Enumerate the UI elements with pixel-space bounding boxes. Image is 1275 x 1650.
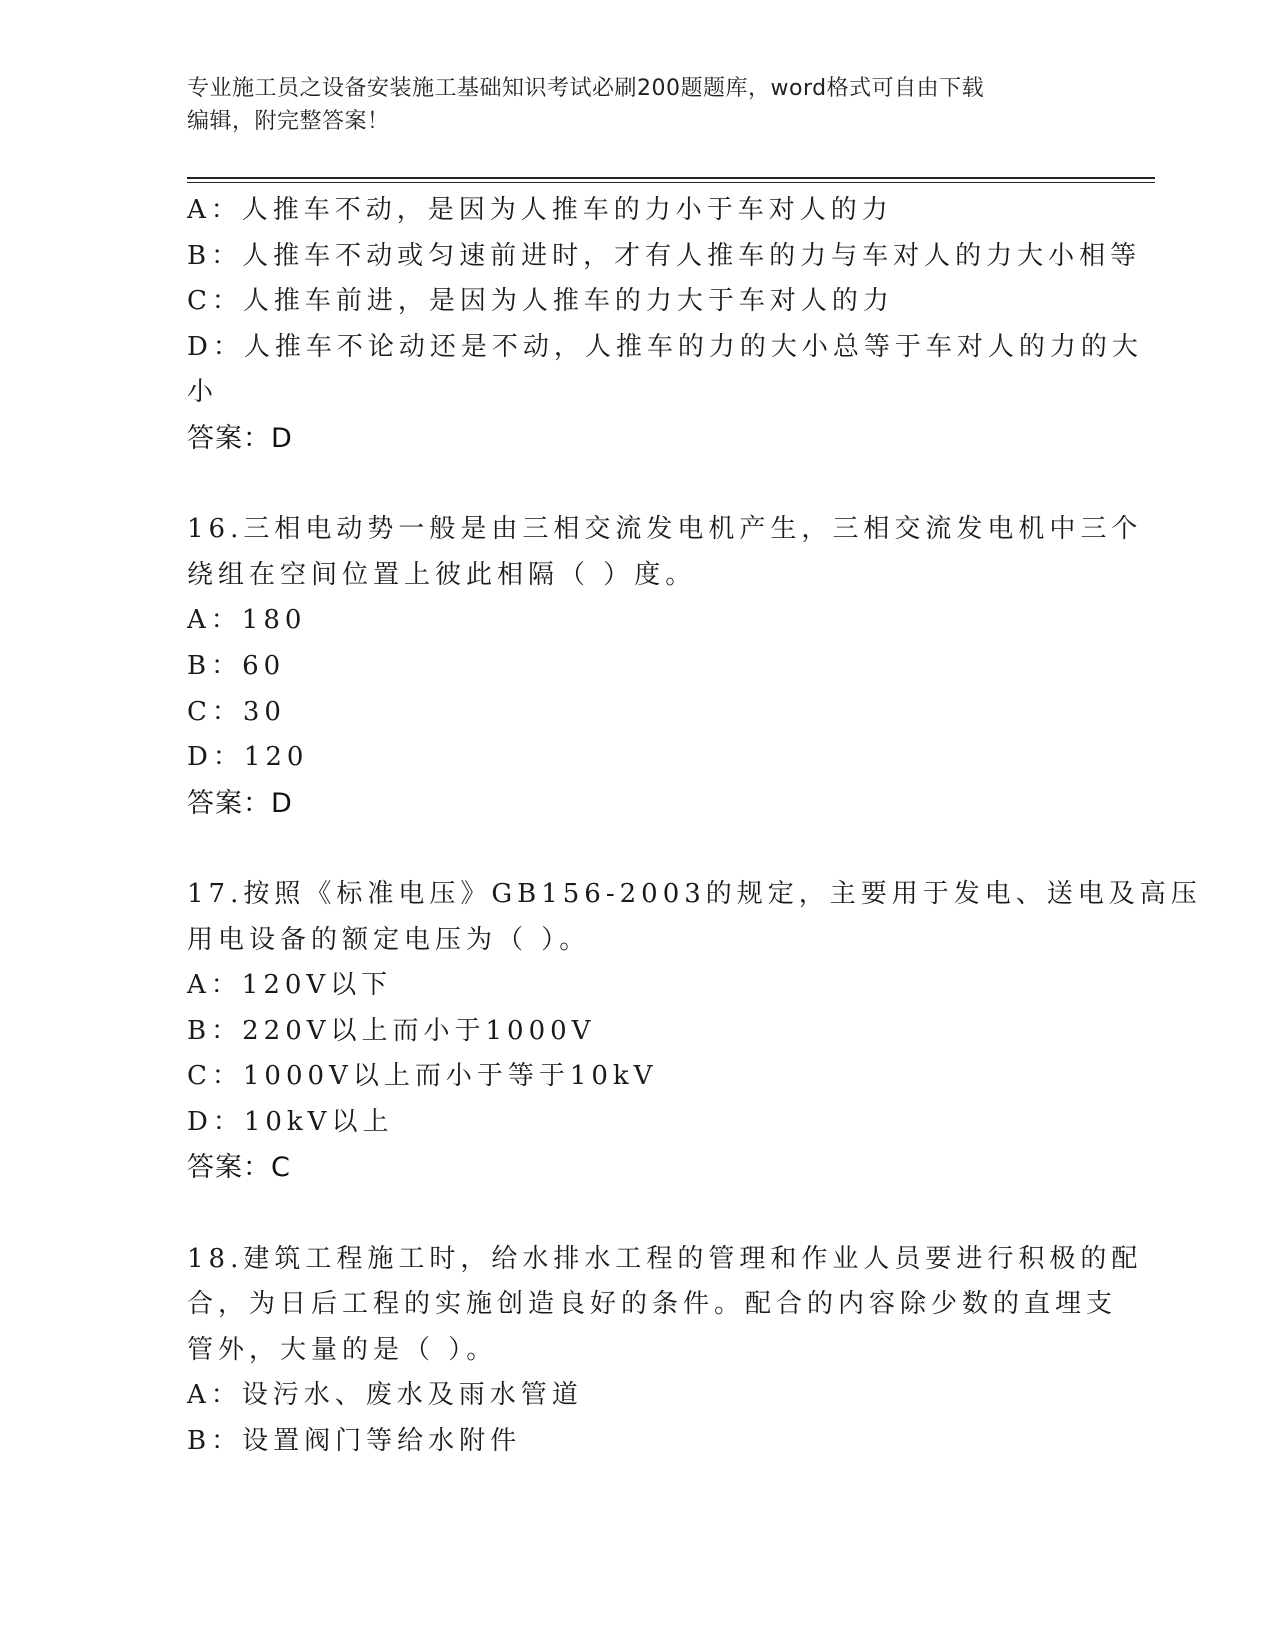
option-b: B：220V以上而小于1000V (187, 1015, 596, 1046)
question-18 (187, 1237, 1143, 1465)
option-a: A：180 (187, 605, 307, 636)
option-d: D：120 (187, 742, 309, 773)
question-text-line-1: 16.三相电动势一般是由三相交流发电机产生，三相交流发电机中三个 (187, 514, 1143, 545)
answer-label: 答案：D (187, 422, 293, 454)
question-text-line-2: 用电设备的额定电压为（ ）。 (187, 924, 591, 955)
header-divider-thick (187, 177, 1155, 179)
option-c: C：人推车前进，是因为人推车的力大于车对人的力 (187, 286, 894, 317)
spacer (187, 1191, 1087, 1237)
question-text-line-1: 18.建筑工程施工时，给水排水工程的管理和作业人员要进行积极的配 (187, 1243, 1143, 1274)
question-16 (187, 507, 1143, 826)
option-b: B：60 (187, 650, 286, 681)
option-c: C：30 (187, 696, 286, 727)
option-c: C：1000V以上而小于等于10kV (187, 1061, 658, 1092)
question-text-line-2: 合，为日后工程的实施创造良好的条件。配合的内容除少数的直埋支 (187, 1289, 1118, 1320)
option-a: A：设污水、废水及雨水管道 (187, 1380, 583, 1411)
option-a: A：人推车不动，是因为人推车的力小于车对人的力 (187, 195, 893, 225)
header-title-line-2: 编辑，附完整答案！ (187, 109, 390, 134)
header-title-line-1: 专业施工员之设备安装施工基础知识考试必刷200题题库，word格式可自由下载 (187, 76, 985, 101)
spacer (187, 826, 1087, 872)
question-text-line-3: 管外，大量的是（ ）。 (187, 1334, 498, 1365)
option-d-continuation: 小 (187, 377, 219, 408)
question-text-line-2: 绕组在空间位置上彼此相隔（ ）度。 (187, 559, 697, 590)
answer-label: 答案：D (187, 787, 293, 819)
question-text-line-1: 17.按照《标准电压》GB156-2003的规定，主要用于发电、送电及高压 (187, 878, 1202, 909)
header-divider-thin (187, 182, 1155, 183)
spacer (187, 462, 1087, 508)
question-content (187, 188, 1202, 1465)
option-d: D：10kV以上 (187, 1106, 394, 1137)
answer-label: 答案：C (187, 1152, 291, 1184)
option-d: D：人推车不论动还是不动，人推车的力的大小总等于车对人的力的大 (187, 331, 1143, 362)
option-b: B：设置阀门等给水附件 (187, 1426, 522, 1457)
document-header (187, 72, 1067, 138)
option-a: A：120V以下 (187, 970, 393, 1001)
option-b: B：人推车不动或匀速前进时，才有人推车的力与车对人的力大小相等 (187, 240, 1142, 271)
question-17 (187, 872, 1202, 1191)
question-15 (187, 188, 1143, 462)
